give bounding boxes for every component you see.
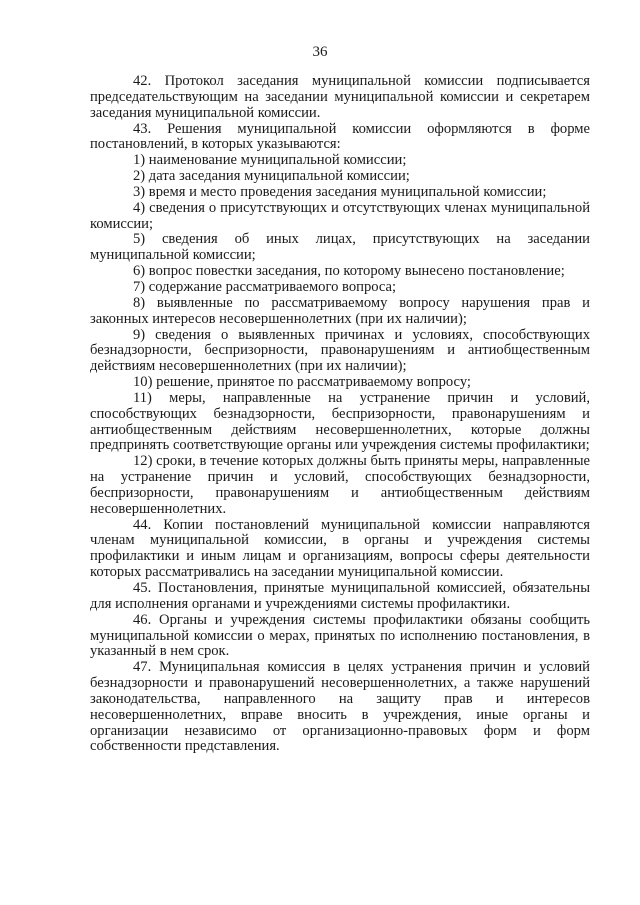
paragraph-45: 45. Постановления, принятые муниципальной комиссией, обязательны для исполнения органами и учреждениями системы профилактики. <box>90 580 590 612</box>
paragraph-47: 47. Муниципальная комиссия в целях устранения причин и условий безнадзорности и правонарушений несовершеннолетних, а также нарушений законодательства, направленного на защиту прав и интересов несовершеннолетних, вправе вносить в учреждения, иные органы и организации независимо от организационно-правовых форм и форм собственности представления. <box>90 659 590 755</box>
list-item-6: 6) вопрос повестки заседания, по которому вынесено постановление; <box>133 263 565 280</box>
paragraph-44: 44. Копии постановлений муниципальной комиссии направляются членам муниципальной комиссии, в органы и учреждения системы профилактики и иным лицам и организациям, вопросы сферы деятельности которых рассматривались на заседании муниципальной комиссии. <box>90 516 590 581</box>
list-item-12: 12) сроки, в течение которых должны быть приняты меры, направленные на устранение причин и условий, способствующих безнадзорности, беспризорности, правонарушениям и антиобщественным действиям несовершеннолетних. <box>90 453 590 517</box>
list-item-1: 1) наименование муниципальной комиссии; <box>133 152 407 169</box>
list-item-7: 7) содержание рассматриваемого вопроса; <box>133 278 397 295</box>
page-number: 36 <box>312 44 328 60</box>
paragraph-46: 46. Органы и учреждения системы профилактики обязаны сообщить муниципальной комиссии о мерах, принятых по исполнению постановления, в указанный в нем срок. <box>90 611 590 660</box>
list-item-8: 8) выявленные по рассматриваемому вопросу нарушения прав и законных интересов несовершеннолетних (при их наличии); <box>90 294 590 327</box>
list-item-3: 3) время и место проведения заседания муниципальной комиссии; <box>133 183 547 200</box>
paragraph-43: 43. Решения муниципальной комиссии оформляются в форме постановлений, в которых указываются: <box>90 120 590 153</box>
list-item-5: 5) сведения об иных лицах, присутствующих на заседании муниципальной комиссии; <box>90 231 590 264</box>
list-item-4: 4) сведения о присутствующих и отсутствующих членах муниципальной комиссии; <box>90 199 590 232</box>
document-body <box>90 74 590 755</box>
list-item-9: 9) сведения о выявленных причинах и условиях, способствующих безнадзорности, беспризорности, правонарушениям и антиобщественным действиям несовершеннолетних (при их наличии); <box>90 326 590 375</box>
list-item-11: 11) меры, направленные на устранение причин и условий, способствующих безнадзорности, беспризорности, правонарушениям и антиобщественным действиям несовершеннолетних, которые должны предпринять соответствующие органы или учреждения системы профилактики; <box>90 389 590 454</box>
list-item-10: 10) решение, принятое по рассматриваемому вопросу; <box>133 374 471 391</box>
list-item-2: 2) дата заседания муниципальной комиссии; <box>133 168 410 185</box>
paragraph-42: 42. Протокол заседания муниципальной комиссии подписывается председательствующим на заседании муниципальной комиссии и секретарем заседания муниципальной комиссии. <box>90 73 590 121</box>
